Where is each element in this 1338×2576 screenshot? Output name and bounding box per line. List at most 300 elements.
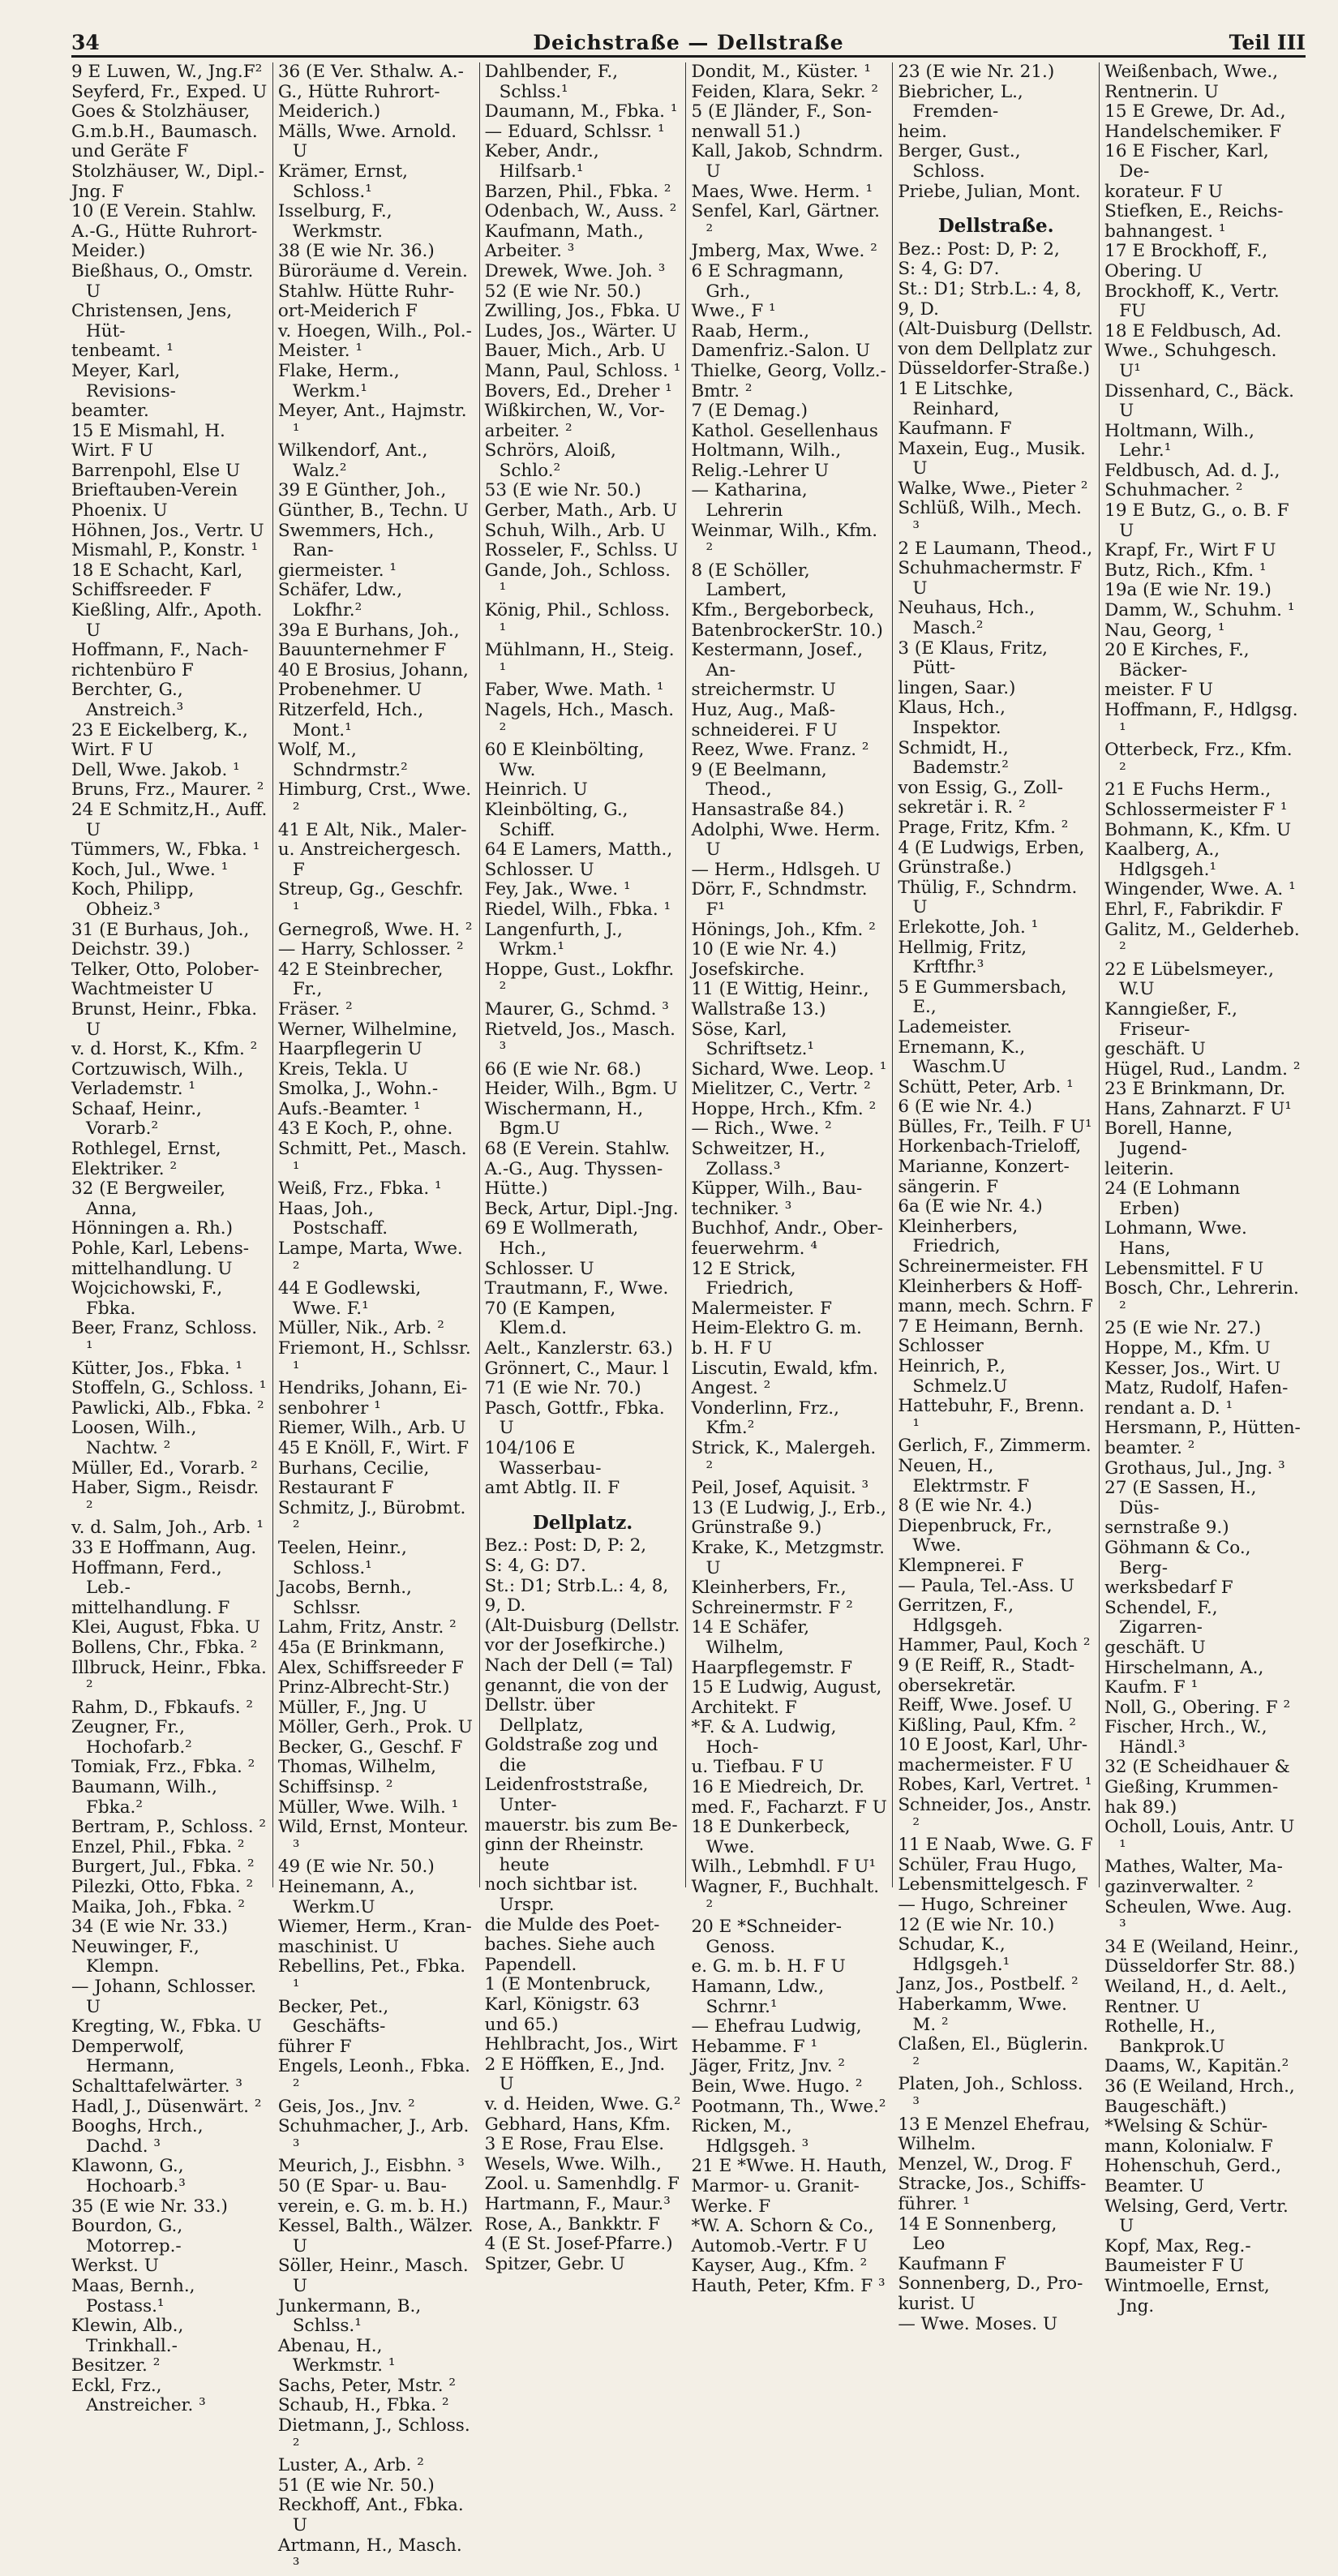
directory-entry: Mann, Paul, Schloss. ¹	[484, 360, 681, 381]
directory-entry: Hütte.)	[484, 1179, 548, 1200]
directory-entry: Rosseler, F., Schlss. U	[484, 540, 679, 561]
directory-entry: Kleinherbers, Fr.,	[691, 1578, 847, 1599]
directory-entry: Biebricher, L., Fremden-	[898, 81, 1023, 122]
directory-entry: Feldbusch, Ad. d. J.,	[1104, 460, 1280, 481]
directory-entry: Leidenfroststraße, Unter-	[484, 1775, 649, 1816]
directory-entry: Kayser, Aug., Kfm. ²	[691, 2256, 868, 2277]
directory-entry: 6 (E wie Nr. 4.)	[898, 1097, 1032, 1118]
directory-entry: Weiland, H., d. Aelt.,	[1104, 1977, 1288, 1997]
directory-entry: Zwilling, Jos., Fbka. U	[484, 301, 681, 322]
directory-entry: Bauer, Mich., Arb. U	[484, 341, 667, 362]
directory-entry: Hendriks, Johann, Ei-	[277, 1378, 468, 1399]
directory-entry: Scheulen, Wwe. Aug. ³	[1104, 1896, 1293, 1938]
directory-entry: Werke. F	[691, 2196, 771, 2217]
directory-entry: Gande, Joh., Schloss. ¹	[484, 560, 671, 601]
section-heading: Dellplatz.	[532, 1511, 633, 1534]
directory-entry: 2 E Höffken, E., Jnd. U	[484, 2054, 666, 2095]
directory-entry: Baumeister F U	[1104, 2256, 1244, 2277]
directory-entry: 36 (E Ver. Sthalw. A.-	[277, 62, 464, 82]
directory-entry: Kaufmann F	[898, 2253, 1006, 2274]
directory-entry: Bosch, Chr., Lehrerin. ²	[1104, 1278, 1299, 1319]
directory-entry: Hehlbracht, Jos., Wirt	[484, 2034, 678, 2055]
directory-entry: 4 (E St. Josef-Pfarre.)	[484, 2234, 673, 2255]
directory-entry: Dellstr. über Dellplatz,	[484, 1695, 595, 1736]
directory-entry: Kopf, Max, Reg.-	[1104, 2235, 1251, 2256]
directory-entry: Wischermann, H., Bgm.U	[484, 1098, 644, 1140]
directory-entry: Müller, Nik., Arb. ²	[277, 1318, 444, 1339]
directory-entry: Büroräume d. Verein.	[277, 260, 468, 281]
directory-entry: Relig.-Lehrer U	[691, 460, 830, 481]
directory-entry: Höhnen, Jos., Vertr. U	[71, 520, 264, 541]
directory-entry: Weiß, Frz., Fbka. ¹	[277, 1179, 442, 1200]
directory-entry: Sonnenberg, D., Pro-	[898, 2273, 1083, 2295]
directory-entry: Diepenbruck, Fr., Wwe.	[898, 1515, 1053, 1556]
directory-entry: Senfel, Karl, Gärtner. ²	[691, 201, 880, 242]
directory-entry: Schudar, K., Hdlgsgeh.¹	[898, 1934, 1010, 1975]
directory-entry: Jmberg, Max, Wwe. ²	[691, 241, 877, 262]
directory-entry: — Wwe. Moses. U	[898, 2313, 1058, 2334]
directory-entry: Rahm, D., Fbkaufs. ²	[71, 1697, 254, 1718]
directory-entry: Trautmann, F., Wwe.	[484, 1278, 669, 1299]
directory-entry: Krapf, Fr., Wirt F U	[1104, 540, 1276, 561]
directory-entry: Claßen, El., Büglerin. ²	[898, 2034, 1088, 2075]
directory-entry: Kaufmann, Math.,	[484, 221, 644, 242]
directory-entry: 20 E *Schneider-Genoss.	[691, 1917, 843, 1957]
directory-entry: Loosen, Wilh., Nachtw. ²	[71, 1418, 197, 1458]
directory-entry: BatenbrockerStr. 10.)	[691, 620, 883, 641]
columns	[71, 62, 1306, 2576]
directory-entry: Haarpflegemstr. F	[691, 1657, 853, 1678]
directory-entry: Spitzer, Gebr. U	[484, 2253, 625, 2274]
directory-entry: (Alt-Duisburg (Dellstr.	[898, 319, 1094, 340]
directory-entry: 1 E Litschke, Reinhard,	[898, 378, 1014, 419]
directory-entry: v. d. Salm, Joh., Arb. ¹	[71, 1518, 264, 1539]
directory-entry: Handelschemiker. F	[1104, 121, 1282, 142]
directory-entry: Aufs.-Beamter. ¹	[277, 1098, 421, 1119]
directory-entry: A.-G., Aug. Thyssen-	[484, 1158, 663, 1179]
directory-entry: Bruns, Frz., Maurer. ²	[71, 779, 264, 801]
directory-entry: Klei, August, Fbka. U	[71, 1617, 260, 1638]
directory-entry: 16 E Fischer, Karl, De-	[1104, 141, 1269, 182]
directory-entry: Wolf, M., Schndrmstr.²	[277, 740, 408, 780]
directory-entry: Friemont, H., Schlssr. ¹	[277, 1338, 471, 1379]
directory-entry: Mathes, Walter, Ma-	[1104, 1857, 1283, 1878]
directory-entry: 23 E Brinkmann, Dr.	[1104, 1079, 1286, 1100]
directory-entry: Schuh, Wilh., Arb. U	[484, 520, 666, 541]
directory-entry: bahnangest. ¹	[1104, 221, 1226, 242]
directory-entry: Odenbach, W., Auss. ²	[484, 201, 677, 222]
directory-entry: Borell, Hanne, Jugend-	[1104, 1118, 1233, 1160]
directory-entry: Karl, Königstr. 63	[484, 1994, 640, 2015]
directory-entry: hak 89.)	[1104, 1797, 1177, 1818]
directory-entry: — Katharina, Lehrerin	[691, 480, 808, 522]
directory-entry: techniker. ³	[691, 1198, 792, 1219]
directory-entry: Pootmann, Th., Wwe.²	[691, 2096, 886, 2117]
directory-entry: 18 E Feldbusch, Ad.	[1104, 320, 1282, 341]
directory-entry: S: 4, G: D7.	[484, 1555, 586, 1576]
directory-entry: Thielke, Georg, Vollz.-	[691, 360, 886, 381]
directory-entry: Lahm, Fritz, Anstr. ²	[277, 1617, 457, 1638]
directory-entry: Nau, Georg, ¹	[1104, 620, 1225, 641]
directory-entry: 10 E Joost, Karl, Uhr-	[898, 1735, 1088, 1756]
directory-entry: Bmtr. ²	[691, 380, 753, 401]
directory-entry: Seyferd, Fr., Exped. U	[71, 81, 268, 102]
directory-entry: Jacobs, Bernh., Schlssr.	[277, 1578, 412, 1618]
directory-entry: 66 (E wie Nr. 68.)	[484, 1058, 641, 1080]
directory-entry: mann, Kolonialw. F	[1104, 2136, 1273, 2157]
directory-entry: Grünstraße 9.)	[691, 1518, 822, 1539]
directory-entry: Reez, Wwe. Franz. ²	[691, 740, 869, 761]
directory-entry: Otterbeck, Frz., Kfm. ²	[1104, 740, 1293, 780]
directory-entry: Pawlicki, Alb., Fbka. ²	[71, 1397, 264, 1419]
directory-entry: Beer, Franz, Schloss. ¹	[71, 1318, 258, 1359]
directory-entry: Maurer, G., Schmd. ³	[484, 998, 669, 1020]
directory-entry: Raab, Herm.,	[691, 320, 810, 341]
directory-entry: Hoffmann, Ferd., Leb.-	[71, 1557, 222, 1599]
directory-entry: Hoppe, M., Kfm. U	[1104, 1338, 1271, 1359]
directory-entry: Fischer, Hrch., W., Händl.³	[1104, 1717, 1267, 1758]
directory-entry: mauerstr. bis zum Be-	[484, 1814, 678, 1835]
directory-entry: von dem Dellplatz zur	[898, 338, 1092, 359]
directory-entry: Wingender, Wwe. A. ¹	[1104, 879, 1296, 900]
section-heading: Dellstraße.	[937, 215, 1054, 238]
directory-entry: Langenfurth, J., Wrkm.¹	[484, 919, 623, 960]
directory-entry: 40 E Brosius, Johann,	[277, 659, 469, 680]
directory-entry: Feiden, Klara, Sekr. ²	[691, 81, 879, 102]
directory-entry: Bez.: Post: D, P: 2,	[898, 238, 1060, 260]
directory-entry: Luster, A., Arb. ²	[277, 2455, 424, 2476]
directory-entry: Daumann, M., Fbka. ¹	[484, 101, 678, 122]
directory-entry: 44 E Godlewski, Wwe. F.¹	[277, 1278, 422, 1319]
directory-entry: Flake, Herm., Werkm.¹	[277, 360, 400, 401]
directory-entry: Goes & Stolzhäuser,	[71, 101, 251, 122]
directory-entry: maschinist. U	[277, 1936, 400, 1957]
directory-entry: Keber, Andr., Hilfsarb.¹	[484, 141, 599, 182]
directory-entry: Horkenbach-Trieloff,	[898, 1136, 1082, 1157]
directory-entry: Illbruck, Heinr., Fbka. ²	[71, 1657, 267, 1698]
directory-entry: Buchhof, Andr., Ober-	[691, 1218, 883, 1239]
directory-entry: Platen, Joh., Schloss. ³	[898, 2074, 1083, 2114]
directory-entry: Riemer, Wilh., Arb. U	[277, 1418, 466, 1439]
column-6	[1099, 62, 1306, 2316]
directory-entry: — Rich., Wwe. ²	[691, 1118, 832, 1140]
directory-entry: 13 (E Ludwig, J., Erb.,	[691, 1497, 887, 1518]
directory-entry: Maxein, Eug., Musik. U	[898, 438, 1086, 479]
directory-entry: Rentner. U	[1104, 1996, 1200, 2017]
directory-entry: Hartmann, F., Maur.³	[484, 2193, 671, 2214]
directory-entry: Dahlbender, F., Schlss.¹	[484, 62, 619, 102]
directory-entry: 2 E Laumann, Theod.,	[898, 538, 1093, 559]
directory-entry: G., Hütte Ruhrort-	[277, 81, 440, 102]
directory-entry: von Essig, G., Zoll-	[898, 777, 1063, 798]
directory-entry: Haarpflegerin U	[277, 1039, 422, 1060]
directory-entry: — Johann, Schlosser. U	[71, 1977, 256, 2017]
directory-entry: 6 E Schragmann, Grh.,	[691, 260, 844, 302]
directory-entry: Wintmoelle, Ernst, Jng.	[1104, 2275, 1270, 2316]
directory-entry: Hauth, Peter, Kfm. F ³	[691, 2275, 886, 2296]
directory-entry: mittelhandlung. U	[71, 1258, 233, 1279]
directory-entry: Stracke, Jos., Schiffs-	[898, 2174, 1087, 2195]
directory-entry: Becker, Pet., Geschäfts-	[277, 1996, 389, 2037]
directory-entry: 9, D.	[484, 1595, 526, 1616]
directory-entry: mittelhandlung. F	[71, 1597, 230, 1618]
directory-entry: *Welsing & Schür-	[1104, 2116, 1268, 2137]
directory-entry: Mälls, Wwe. Arnold. U	[277, 121, 457, 162]
directory-entry: Peil, Josef, Aquisit. ³	[691, 1478, 869, 1499]
directory-entry: Müller, F., Jng. U	[277, 1697, 427, 1718]
directory-entry: Wilkendorf, Ant., Walz.²	[277, 440, 428, 481]
directory-entry: 60 E Kleinbölting, Ww.	[484, 740, 645, 780]
directory-entry: sernstraße 9.)	[1104, 1518, 1229, 1539]
directory-entry: tenbeamt. ¹	[71, 341, 174, 362]
directory-entry: Automob.-Vertr. F U	[691, 2235, 868, 2256]
directory-entry: 8 (E Schöller, Lambert,	[691, 560, 810, 601]
directory-entry: und 65.)	[484, 2014, 559, 2035]
directory-entry: Hoffmann, F., Nach-	[71, 640, 249, 661]
directory-entry: Bovers, Ed., Dreher ¹	[484, 380, 672, 401]
directory-entry: Thomas, Wilhelm,	[277, 1757, 437, 1778]
directory-entry: 53 (E wie Nr. 50.)	[484, 480, 641, 501]
directory-entry: Schneider, Jos., Anstr. ²	[898, 1795, 1092, 1835]
directory-entry: Gerlich, F., Zimmerm.	[898, 1436, 1091, 1457]
directory-entry: Engels, Leonh., Fbka. ²	[277, 2056, 470, 2097]
directory-entry: Haberkamm, Wwe. M. ²	[898, 1994, 1067, 2035]
directory-entry: Hönningen a. Rh.)	[71, 1218, 234, 1239]
directory-entry: Obering. U	[1104, 260, 1203, 281]
directory-entry: Goldstraße zog und die	[484, 1735, 658, 1775]
directory-entry: Schaub, H., Fbka. ²	[277, 2395, 449, 2416]
directory-entry: Dissenhard, C., Bäck. U	[1104, 380, 1294, 422]
directory-entry: Hohenschuh, Gerd.,	[1104, 2156, 1282, 2177]
directory-entry: Wojcichowski, F., Fbka.	[71, 1278, 223, 1319]
page-number: 34	[71, 31, 100, 54]
directory-entry: Müller, Ed., Vorarb. ²	[71, 1458, 258, 1479]
directory-entry: Deichstr. 39.)	[71, 939, 191, 960]
directory-entry: 34 (E wie Nr. 33.)	[71, 1917, 228, 1938]
directory-entry: Kesser, Jos., Wirt. U	[1104, 1358, 1281, 1379]
directory-entry: Drewek, Wwe. Joh. ³	[484, 260, 666, 281]
directory-entry: korateur. F U	[1104, 181, 1223, 202]
directory-entry: Lampe, Marta, Wwe. ²	[277, 1239, 463, 1279]
directory-entry: Klewin, Alb., Trinkhall.-	[71, 2316, 184, 2356]
directory-entry: Lohmann, Wwe. Hans,	[1104, 1218, 1247, 1260]
directory-entry: Holtmann, Wilh., Lehr.¹	[1104, 420, 1254, 462]
directory-entry: 3 (E Klaus, Fritz, Pütt-	[898, 638, 1048, 679]
directory-entry: Bez.: Post: D, P: 2,	[484, 1535, 647, 1556]
directory-entry: Beamter. U	[1104, 2175, 1204, 2196]
directory-entry: Kestermann, Josef., An-	[691, 640, 864, 680]
directory-entry: 32 (E Bergweiler, Anna,	[71, 1179, 226, 1219]
column-5	[892, 62, 1099, 2334]
directory-entry: Strick, K., Malergeh. ²	[691, 1437, 877, 1479]
directory-entry: 31 (E Burhaus, Joh.,	[71, 919, 250, 940]
directory-entry: Stolzhäuser, W., Dipl.-	[71, 161, 265, 182]
directory-entry: Schiffsinsp. ²	[277, 1777, 393, 1798]
directory-entry: Erlekotte, Joh. ¹	[898, 917, 1039, 938]
directory-entry: Dörr, F., Schndmstr. F¹	[691, 879, 868, 920]
directory-entry: Meyer, Ant., Hajmstr. ¹	[277, 401, 467, 441]
directory-entry: 11 (E Wittig, Heinr.,	[691, 979, 869, 1000]
directory-entry: v. Hoegen, Wilh., Pol.-	[277, 320, 472, 341]
directory-entry: Matz, Rudolf, Hafen-	[1104, 1378, 1289, 1399]
directory-entry: Tümmers, W., Fbka. ¹	[71, 839, 260, 861]
directory-entry: 17 E Brockhoff, F.,	[1104, 241, 1268, 262]
directory-entry: 39a E Burhans, Joh.,	[277, 620, 460, 641]
directory-entry: 10 (E Verein. Stahlw.	[71, 201, 257, 222]
directory-entry: Burgert, Jul., Fbka. ²	[71, 1857, 255, 1878]
directory-entry: Robes, Karl, Vertret. ¹	[898, 1775, 1092, 1796]
directory-entry: Restaurant F	[277, 1478, 394, 1499]
directory-entry: Schmidt, H., Bademstr.²	[898, 737, 1009, 779]
directory-entry: Hoppe, Hrch., Kfm. ²	[691, 1098, 877, 1119]
directory-entry: baches. Siehe auch	[484, 1934, 655, 1956]
directory-entry: Bollens, Chr., Fbka. ²	[71, 1637, 258, 1658]
directory-entry: Verlademstr. ¹	[71, 1079, 195, 1100]
directory-entry: Wwe., F ¹	[691, 301, 776, 322]
directory-entry: meister. F U	[1104, 680, 1213, 701]
directory-entry: Christensen, Jens, Hüt-	[71, 301, 233, 341]
directory-entry: 18 E Schacht, Karl,	[71, 560, 243, 581]
directory-entry: 51 (E wie Nr. 50.)	[277, 2475, 435, 2496]
directory-entry: Weinmar, Wilh., Kfm. ²	[691, 520, 878, 561]
directory-entry: Adolphi, Wwe. Herm. U	[691, 819, 881, 861]
directory-entry: 39 E Günther, Joh.,	[277, 480, 447, 501]
directory-entry: Werkst. U	[71, 2256, 159, 2277]
directory-entry: Haber, Sigm., Reisdr. ²	[71, 1478, 259, 1518]
directory-entry: Thülig, F., Schndrm. U	[898, 877, 1078, 918]
directory-entry: Müller, Wwe. Wilh. ¹	[277, 1797, 459, 1818]
directory-entry: Kaufmann. F	[898, 419, 1012, 440]
directory-entry: med. F., Facharzt. F U	[691, 1797, 887, 1818]
directory-entry: Riedel, Wilh., Fbka. ¹	[484, 899, 671, 920]
directory-entry: Gießing, Krummen-	[1104, 1777, 1279, 1798]
directory-entry: St.: D1; Strb.L.: 4, 8,	[484, 1575, 669, 1596]
directory-entry: Berchter, G., Anstreich.³	[71, 680, 184, 720]
directory-entry: gazinverwalter. ²	[1104, 1877, 1254, 1898]
directory-entry: schneiderei. F U	[691, 719, 838, 741]
directory-entry: Isselburg, F., Werkmstr.	[277, 201, 392, 242]
directory-entry: lingen, Saar.)	[898, 677, 1016, 698]
directory-entry: 6a (E wie Nr. 4.)	[898, 1196, 1043, 1217]
directory-entry: Hammer, Paul, Koch ²	[898, 1635, 1091, 1656]
directory-entry: Architekt. F	[691, 1697, 797, 1718]
directory-entry: 10 (E wie Nr. 4.)	[691, 939, 837, 960]
page-header	[71, 31, 1306, 58]
directory-entry: Dondit, M., Küster. ¹	[691, 62, 872, 82]
directory-entry: 5 E Gummersbach, E.,	[898, 977, 1067, 1018]
directory-entry: 21 E *Wwe. H. Hauth,	[691, 2156, 888, 2177]
directory-entry: 19 E Butz, G., o. B. F U	[1104, 500, 1289, 541]
directory-entry: Weißenbach, Wwe.,	[1104, 62, 1279, 82]
directory-entry: 24 (E Lohmann Erben)	[1104, 1179, 1241, 1219]
column-1	[71, 62, 272, 2416]
directory-entry: Schuhmacher. ²	[1104, 480, 1243, 501]
directory-entry: Bießhaus, O., Omstr. U	[71, 260, 254, 302]
directory-entry: Booghs, Hrch., Dachd. ³	[71, 2116, 204, 2157]
directory-entry: Schuhmacher, J., Arb. ³	[277, 2116, 470, 2157]
directory-entry: *W. A. Schorn & Co.,	[691, 2216, 874, 2237]
directory-entry: Himburg, Crst., Wwe. ²	[277, 779, 472, 820]
directory-entry: Wilhelm.	[898, 2134, 976, 2155]
directory-entry: führer. ¹	[898, 2193, 971, 2214]
directory-entry: v. d. Horst, K., Kfm. ²	[71, 1039, 258, 1060]
directory-entry: Pohle, Karl, Lebens-	[71, 1239, 249, 1260]
directory-entry: *F. & A. Ludwig, Hoch-	[691, 1717, 837, 1758]
directory-entry: Smolka, J., Wohn.-	[277, 1079, 439, 1100]
directory-entry: rendant a. D. ¹	[1104, 1397, 1233, 1419]
directory-entry: Düsseldorfer-Straße.)	[898, 358, 1091, 380]
directory-entry: Prage, Fritz, Kfm. ²	[898, 817, 1069, 838]
directory-entry: e. G. m. b. H. F U	[691, 1956, 846, 1977]
directory-entry: Marianne, Konzert-	[898, 1157, 1070, 1178]
directory-entry: — Herm., Hdlsgeh. U	[691, 859, 881, 880]
directory-entry: Ernemann, K., Waschm.U	[898, 1037, 1026, 1078]
directory-entry: Demperwolf, Hermann,	[71, 2036, 185, 2077]
directory-entry: Neuhaus, Hch., Masch.²	[898, 598, 1036, 639]
directory-entry: mann, mech. Schrn. F	[898, 1296, 1093, 1317]
directory-entry: 5 (E Jländer, F., Son-	[691, 101, 873, 122]
directory-entry: Gernegroß, Wwe. H. ²	[277, 919, 473, 940]
directory-entry: Noll, G., Obering. F ²	[1104, 1697, 1291, 1718]
directory-entry: 49 (E wie Nr. 50.)	[277, 1857, 435, 1878]
directory-entry: geschäft. U	[1104, 1039, 1206, 1060]
directory-entry: 14 E Schäfer, Wilhelm,	[691, 1617, 810, 1658]
directory-entry: führer F	[277, 2036, 352, 2057]
directory-entry: Schrörs, Aloiß, Schlo.²	[484, 440, 616, 481]
directory-entry: leiterin.	[1104, 1158, 1174, 1179]
directory-entry: Koch, Philipp, Obheiz.³	[71, 879, 195, 920]
directory-entry: König, Phil., Schloss. ¹	[484, 600, 671, 641]
directory-entry: Ludes, Jos., Wärter. U	[484, 320, 677, 341]
directory-entry: u. Tiefbau. F U	[691, 1757, 824, 1778]
directory-entry: Lebensmittel. F U	[1104, 1258, 1264, 1279]
directory-entry: 23 (E wie Nr. 21.)	[898, 62, 1055, 82]
directory-entry: Maas, Bernh., Postass.¹	[71, 2275, 195, 2316]
directory-entry: Hadl, J., Düsenwärt. ²	[71, 2096, 262, 2117]
directory-entry: Hersmann, P., Hütten-	[1104, 1418, 1301, 1439]
directory-entry: 27 (E Sassen, H., Düs-	[1104, 1478, 1257, 1518]
directory-entry: Möller, Gerh., Prok. U	[277, 1717, 473, 1738]
directory-entry: Marmor- u. Granit-	[691, 2175, 860, 2196]
directory-entry: Ehrl, F., Fabrikdir. F	[1104, 899, 1283, 920]
directory-entry: Swemmers, Hch., Ran-	[277, 520, 435, 561]
directory-entry: die Mulde des Poet-	[484, 1914, 660, 1935]
directory-entry: Kathol. Gesellenhaus	[691, 420, 878, 441]
column-2	[272, 62, 479, 2576]
directory-entry: Söse, Karl, Schriftsetz.¹	[691, 1019, 815, 1060]
directory-entry: — Paula, Tel.-Ass. U	[898, 1575, 1074, 1596]
page-title: Deichstraße — Dellstraße	[533, 31, 844, 54]
directory-entry: 38 (E wie Nr. 36.)	[277, 241, 435, 262]
directory-entry: Jäger, Fritz, Jnv. ²	[691, 2056, 846, 2077]
directory-entry: — Hugo, Schreiner	[898, 1895, 1067, 1916]
directory-entry: Küpper, Wilh., Bau-	[691, 1179, 863, 1200]
directory-entry: Bertram, P., Schloss. ²	[71, 1817, 266, 1838]
directory-entry: Hirschelmann, A.,	[1104, 1657, 1264, 1678]
directory-entry: Fräser. ²	[277, 998, 353, 1020]
directory-entry: Schlossermeister F ¹	[1104, 799, 1288, 820]
directory-entry: Baugeschäft.)	[1104, 2096, 1227, 2117]
directory-entry: Mühlmann, H., Steig. ¹	[484, 640, 675, 680]
directory-entry: Grünstraße.)	[898, 857, 1012, 878]
directory-entry: Wwe., Schuhgesch. U¹	[1104, 341, 1277, 381]
directory-entry: Schuhmachermstr. F U	[898, 558, 1083, 599]
directory-entry: Tomiak, Frz., Fbka. ²	[71, 1757, 255, 1778]
directory-entry: 42 E Steinbrecher, Fr.,	[277, 959, 444, 1000]
directory-entry: Schlosser. U	[484, 1258, 594, 1279]
directory-entry: Schaaf, Heinr., Vorarb.²	[71, 1098, 202, 1140]
directory-entry: Wild, Ernst, Monteur. ³	[277, 1817, 469, 1857]
